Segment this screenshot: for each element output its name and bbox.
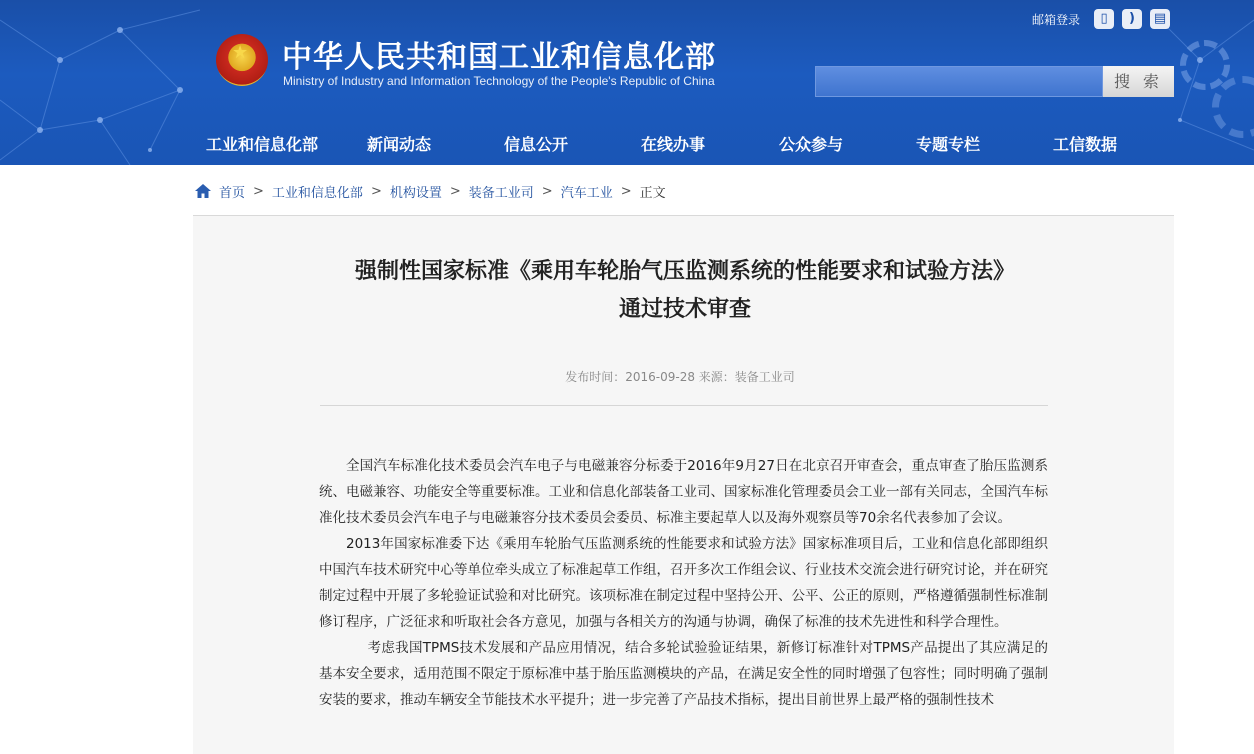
mail-login-link[interactable]: 邮箱登录 (1032, 12, 1081, 27)
breadcrumb-equipment-dept[interactable]: 装备工业司 (468, 185, 534, 201)
star-icon: ★ (232, 42, 249, 63)
sitemap-icon[interactable]: ▤ (1150, 9, 1170, 29)
site-header (0, 0, 1254, 165)
article-body (319, 453, 1048, 713)
breadcrumb-home[interactable]: 首页 (219, 185, 246, 201)
mobile-icon[interactable]: ▯ (1094, 9, 1114, 29)
site-title[interactable]: 中华人民共和国工业和信息化部 (282, 40, 716, 75)
article-paragraph: 考虑我国TPMS技术发展和产品应用情况，结合多轮试验验证结果，新修订标准针对TPMS产品提出了其应满足的基本安全要求，适用范围不限定于原标准中基于胎压监测模块的产品，在满足安全性的同时增强了包容性；同时明确了强制安装的要求，推动车辆安全节能技术水平提升；进一步完善了产品技术指标，提出目前世界上最严格的强制性技术 (319, 640, 1048, 708)
breadcrumb-current: 正文 (639, 185, 666, 201)
breadcrumb-separator: > (541, 183, 553, 199)
search-input[interactable] (815, 66, 1103, 97)
top-links (1032, 8, 1170, 30)
breadcrumb-separator: > (370, 183, 382, 199)
nav-item-online-services[interactable]: 在线办事 (641, 135, 706, 154)
main-nav (0, 128, 1254, 162)
nav-item-public-participation[interactable]: 公众参与 (779, 135, 844, 154)
nav-item-data[interactable]: 工信数据 (1053, 135, 1118, 154)
breadcrumb (195, 180, 666, 202)
site-subtitle: Ministry of Industry and Information Technology of the People's Republic of China (283, 74, 715, 88)
article-paragraph: 全国汽车标准化技术委员会汽车电子与电磁兼容分标委于2016年9月27日在北京召开审查会，重点审查了胎压监测系统、电磁兼容、功能安全等重要标准。工业和信息化部装备工业司、国家标准化管理委员会工业一部有关同志，全国汽车标准化技术委员会汽车电子与电磁兼容分技术委员会委员、标准主要起草人以及海外观察员等70余名代表参加了会议。 (319, 458, 1048, 526)
breadcrumb-separator: > (620, 183, 632, 199)
breadcrumb-organization[interactable]: 机构设置 (389, 185, 442, 201)
nav-item-news[interactable]: 新闻动态 (367, 135, 432, 154)
breadcrumb-separator: > (449, 183, 461, 199)
nav-item-info-disclosure[interactable]: 信息公开 (504, 135, 569, 154)
article-title-line2: 通过技术审查 (618, 297, 751, 322)
article-title (0, 253, 1254, 329)
search-button[interactable]: 搜 索 (1103, 66, 1174, 97)
national-emblem-logo[interactable] (216, 34, 268, 86)
nav-item-miit[interactable]: 工业和信息化部 (206, 135, 319, 154)
article-paragraph: 2013年国家标准委下达《乘用车轮胎气压监测系统的性能要求和试验方法》国家标准项目后，工业和信息化部即组织中国汽车技术研究中心等单位牵头成立了标准起草工作组，召开多次工作组会议、行业技术交流会进行研究讨论，并在研究制定过程中开展了多轮验证试验和对比研究。该项标准在制定过程中坚持公开、公平、公正的原则，严格遵循强制性标准制修订程序，广泛征求和听取社会各方意见，加强与各相关方的沟通与协调，确保了标准的技术先进性和科学合理性。 (319, 536, 1048, 630)
article-title-line1: 强制性国家标准《乘用车轮胎气压监测系统的性能要求和试验方法》 (354, 259, 1015, 284)
breadcrumb-separator: > (253, 183, 264, 199)
breadcrumb-auto-industry[interactable]: 汽车工业 (560, 185, 613, 201)
home-icon[interactable] (195, 184, 211, 198)
rss-icon[interactable]: ) (1122, 9, 1142, 29)
article-meta: 发布时间：2016-09-28 来源：装备工业司 (565, 370, 795, 384)
breadcrumb-miit[interactable]: 工业和信息化部 (271, 185, 363, 201)
article-divider (320, 405, 1048, 406)
nav-item-special-topics[interactable]: 专题专栏 (916, 135, 981, 154)
